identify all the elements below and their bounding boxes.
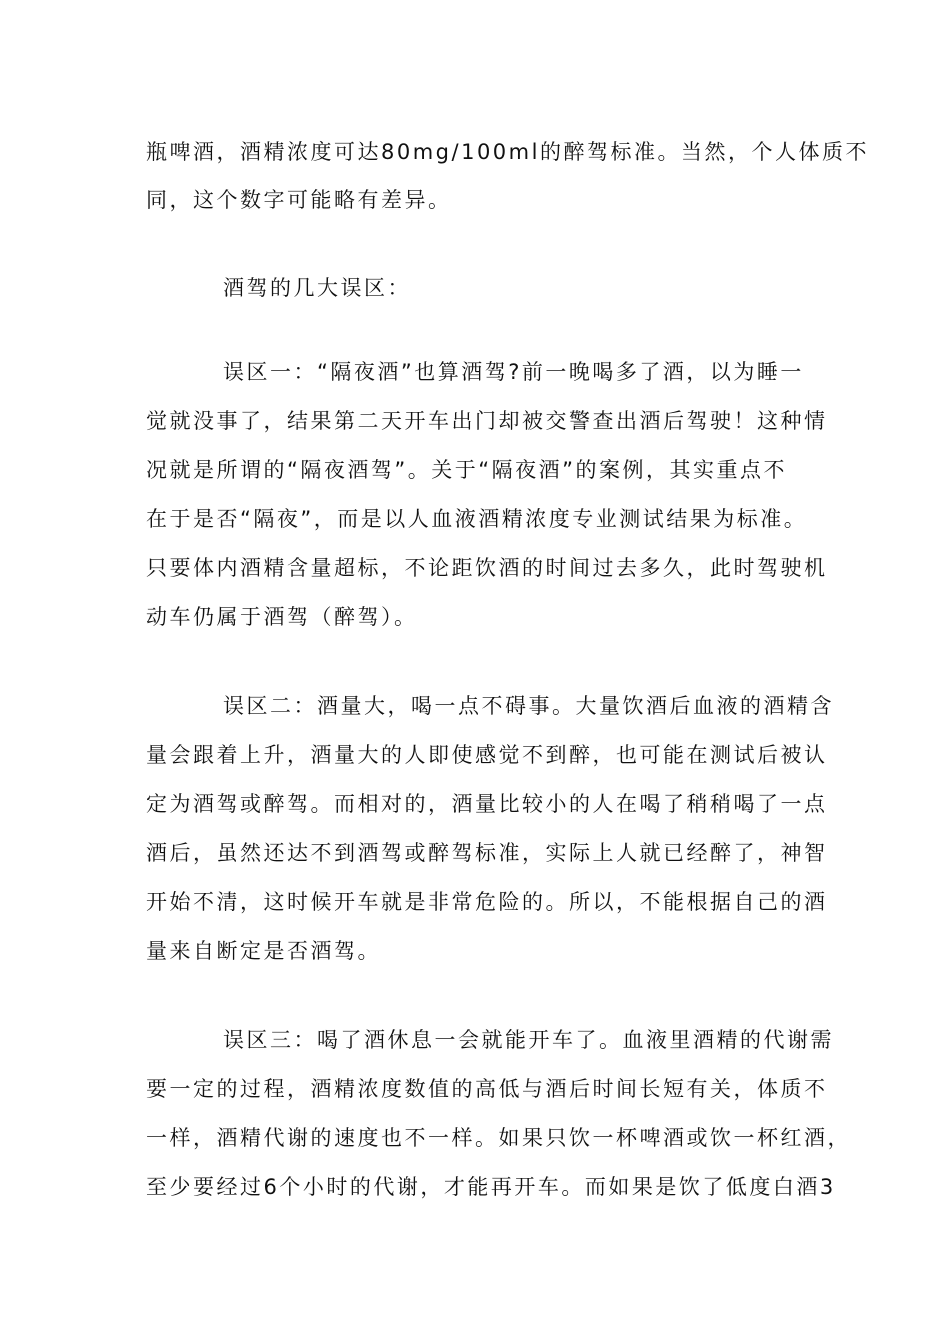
text-line: 要一定的过程，酒精浓度数值的高低与酒后时间长短有关，体质不	[146, 1077, 828, 1101]
text-line: 在于是否“隔夜”，而是以人血液酒精浓度专业测试结果为标准。	[146, 507, 808, 531]
text-line: 定为酒驾或醉驾。而相对的，酒量比较小的人在喝了稍稍喝了一点	[146, 792, 828, 816]
text-line: 瓶啤酒，酒精浓度可达80mg/100ml的醉驾标准。当然，个人体质不	[146, 140, 869, 164]
text-line: 量来自断定是否酒驾。	[146, 939, 381, 963]
text-line: 误区二：酒量大，喝一点不碍事。大量饮酒后血液的酒精含	[223, 694, 834, 718]
text-line: 酒后，虽然还达不到酒驾或醉驾标准，实际上人就已经醉了，神智	[146, 841, 828, 865]
text-line: 只要体内酒精含量超标，不论距饮酒的时间过去多久，此时驾驶机	[146, 556, 828, 580]
text-line: 觉就没事了，结果第二天开车出门却被交警查出酒后驾驶！这种情	[146, 409, 828, 433]
text-line: 误区一：“隔夜酒”也算酒驾?前一晚喝多了酒，以为睡一	[223, 360, 804, 384]
text-line: 一样，酒精代谢的速度也不一样。如果只饮一杯啤酒或饮一杯红酒，	[146, 1126, 851, 1150]
section-heading: 酒驾的几大误区：	[223, 276, 411, 300]
text-line: 量会跟着上升，酒量大的人即使感觉不到醉，也可能在测试后被认	[146, 743, 828, 767]
text-line: 至少要经过6个小时的代谢，才能再开车。而如果是饮了低度白酒3	[146, 1175, 836, 1199]
text-line: 开始不清，这时候开车就是非常危险的。所以，不能根据自己的酒	[146, 890, 828, 914]
text-line: 况就是所谓的“隔夜酒驾”。关于“隔夜酒”的案例，其实重点不	[146, 458, 788, 482]
text-line: 动车仍属于酒驾（醉驾）。	[146, 605, 418, 629]
text-line: 同，这个数字可能略有差异。	[146, 188, 452, 212]
text-line: 误区三：喝了酒休息一会就能开车了。血液里酒精的代谢需	[223, 1028, 834, 1052]
